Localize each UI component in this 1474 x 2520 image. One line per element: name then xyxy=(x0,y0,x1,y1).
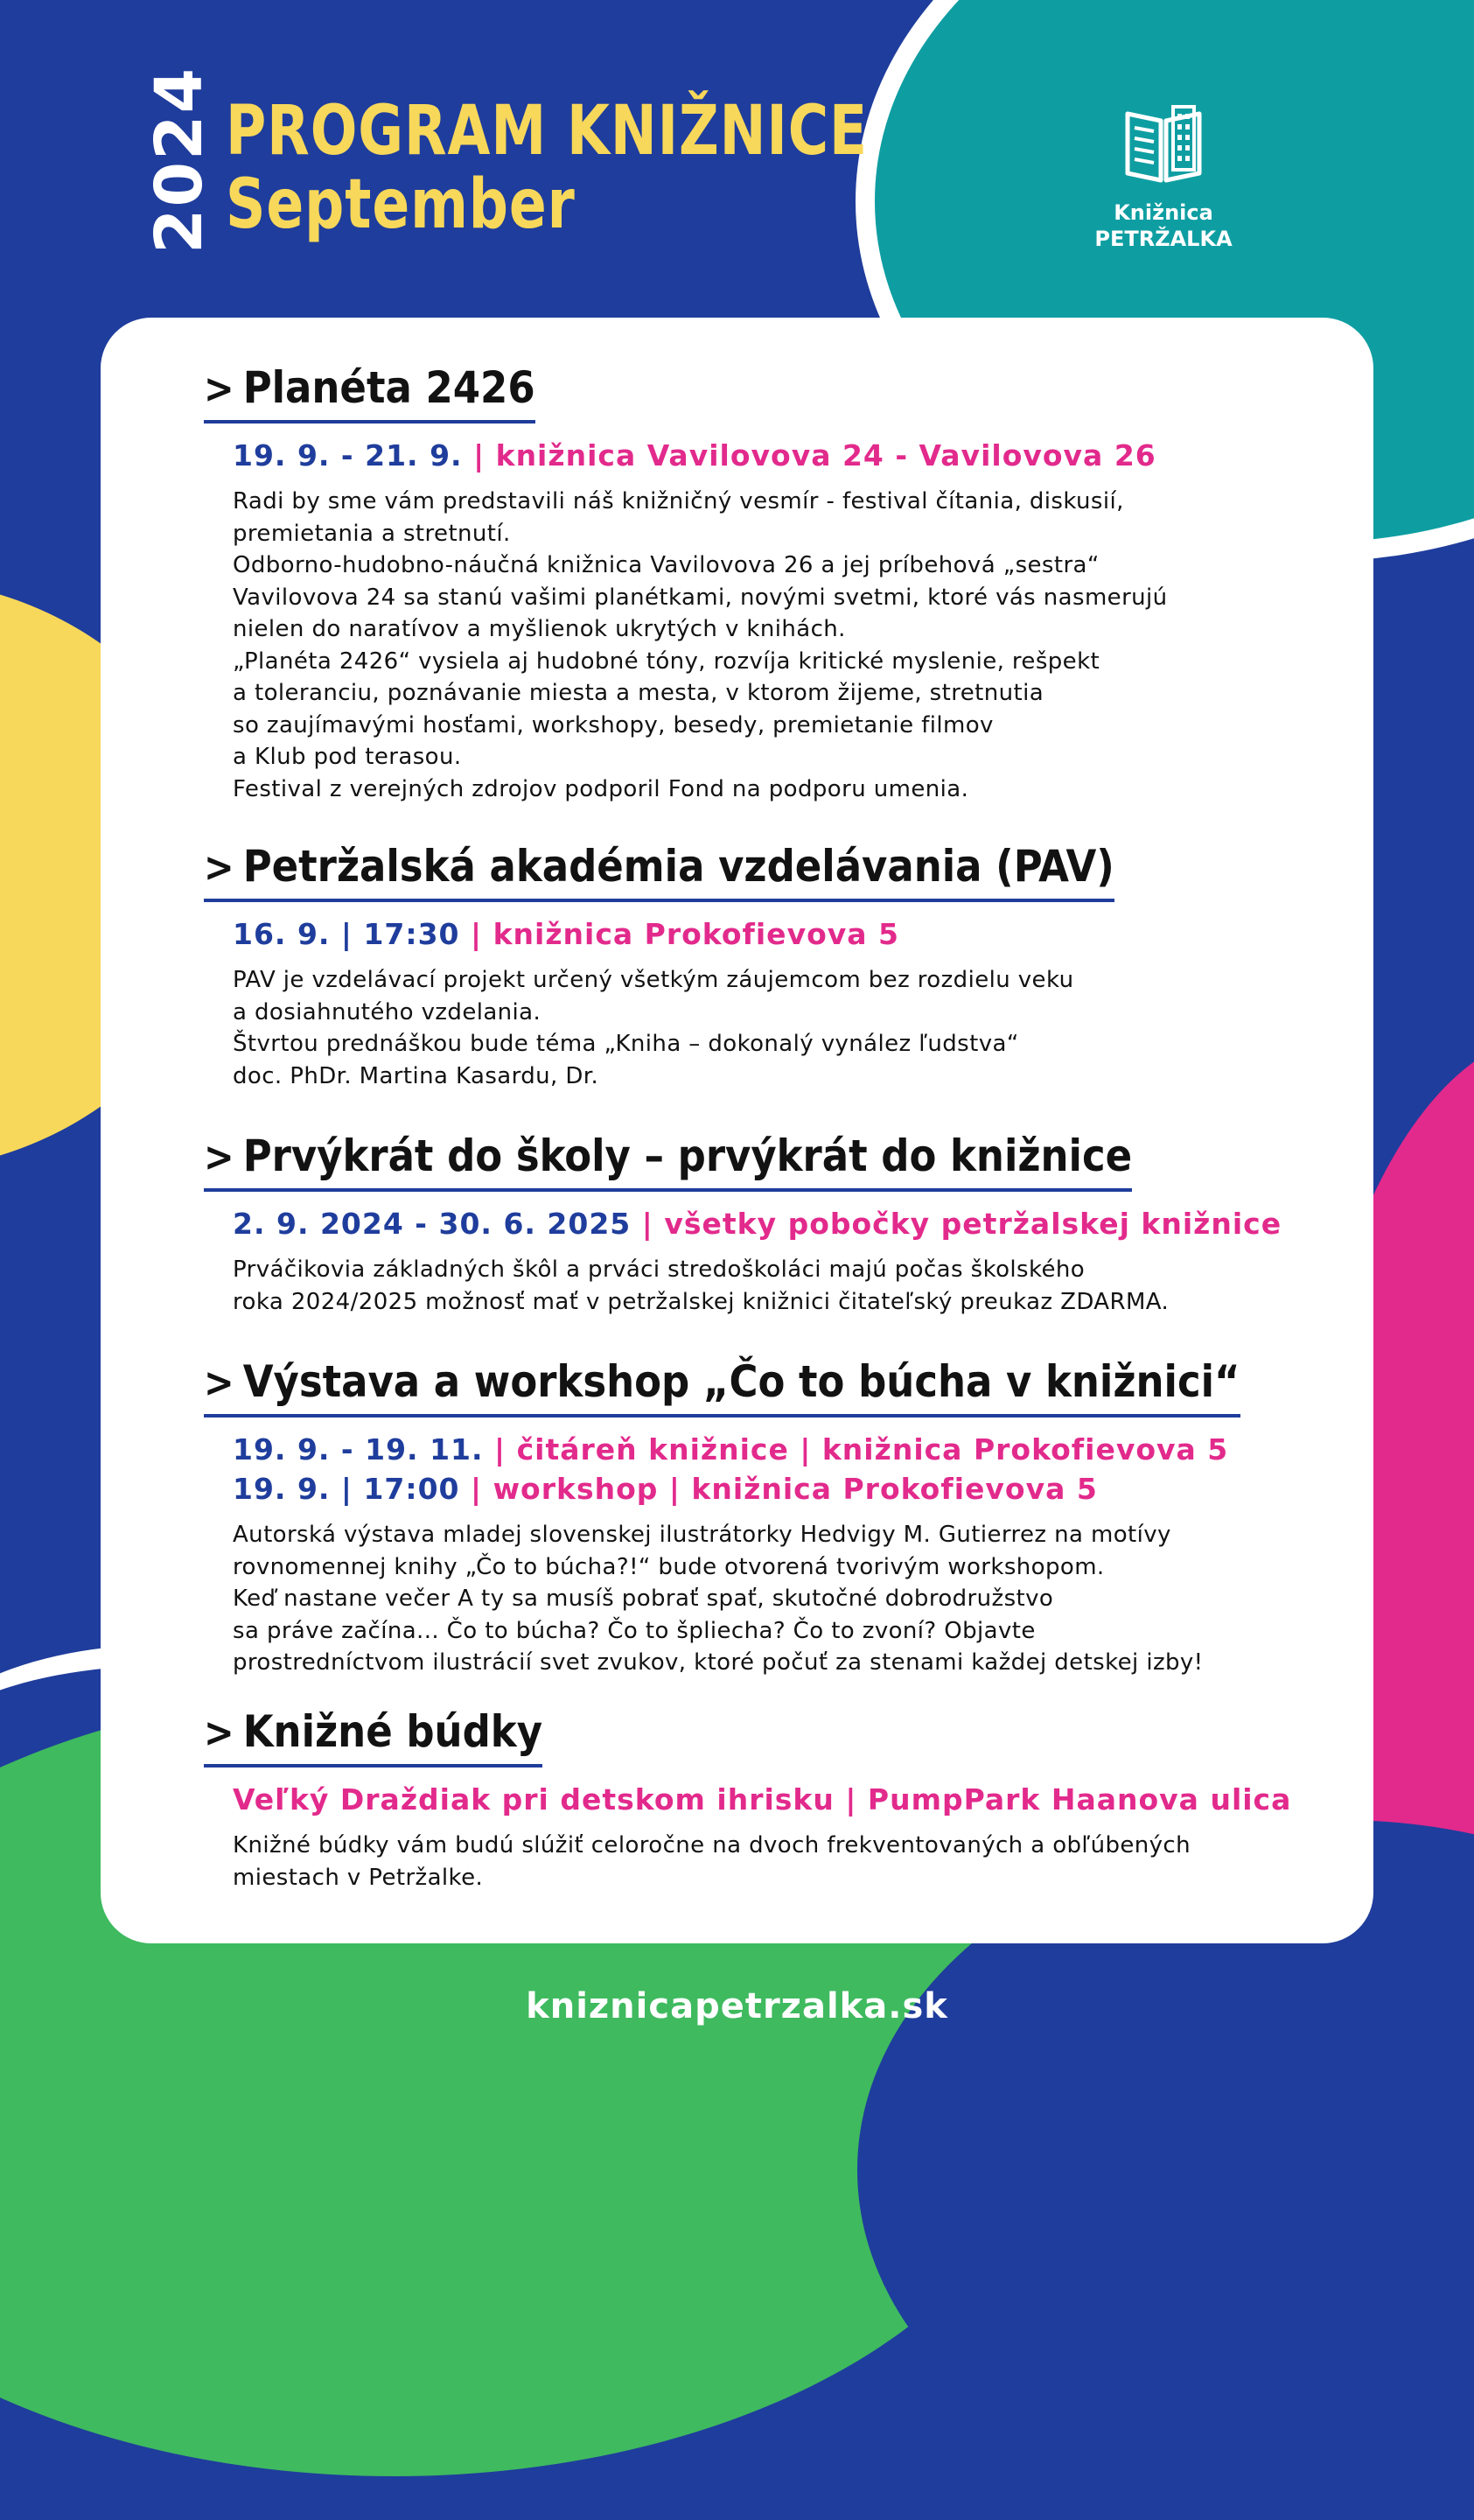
event-place: | knižnica Prokofievova 5 xyxy=(471,917,899,951)
description-line: a toleranciu, poznávanie miesta a mesta, v ktorom žijeme, stretnutia xyxy=(233,680,1044,706)
event-place: | workshop | knižnica Prokofievova 5 xyxy=(471,1472,1098,1506)
description-line: Štvrtou prednáškou bude téma „Kniha – dokonalý vynález ľudstva“ xyxy=(233,1031,1019,1057)
description-line: Radi by sme vám predstavili náš knižničný vesmír - festival čítania, diskusií, xyxy=(233,488,1124,514)
description-line: sa práve začína... Čo to búcha? Čo to špliecha? Čo to zvoní? Objavte xyxy=(233,1617,1036,1644)
chevron-right-icon: > xyxy=(204,1709,234,1756)
event-date: 19. 9. | 17:00 xyxy=(233,1472,460,1506)
page-title xyxy=(226,94,868,242)
section-title: Prvýkrát do školy – prvýkrát do knižnice xyxy=(242,1130,1133,1181)
logo-line-1: Knižnica xyxy=(1114,200,1213,225)
title-line-2: September xyxy=(226,165,576,244)
section-title: Knižné búdky xyxy=(242,1706,543,1757)
section-budky xyxy=(101,1705,1373,1894)
description-line: PAV je vzdelávací projekt určený všetkým záujemcom bez rozdielu veku xyxy=(233,967,1074,993)
description-line: so zaujímavými hosťami, workshopy, besedy, premietanie filmov xyxy=(233,711,994,738)
section-title: Výstava a workshop „Čo to búcha v knižnici“ xyxy=(242,1356,1240,1407)
chevron-right-icon: > xyxy=(204,1133,234,1180)
event-description xyxy=(233,1254,1373,1318)
description-line: Autorská výstava mladej slovenskej ilustrátorky Hedvigy M. Gutierrez na motívy xyxy=(233,1522,1171,1548)
section-title: Petržalská akadémia vzdelávania (PAV) xyxy=(242,841,1114,892)
description-line: Festival z verejných zdrojov podporil Fond na podporu umenia. xyxy=(233,775,969,802)
description-line: a Klub pod terasou. xyxy=(233,744,462,770)
program-card xyxy=(101,318,1373,1943)
description-line: Prváčikovia základných škôl a prváci stredoškoláci majú počas školského xyxy=(233,1256,1086,1283)
section-planeta xyxy=(101,361,1373,805)
description-line: Knižné búdky vám budú slúžiť celoročne na dvoch frekventovaných a obľúbených xyxy=(233,1832,1191,1858)
description-line: Odborno-hudobno-náučná knižnica Vavilovova 26 a jej príbehová „sestra“ xyxy=(233,552,1100,578)
event-description xyxy=(233,1830,1373,1894)
event-description xyxy=(233,486,1373,805)
event-date: 19. 9. - 19. 11. xyxy=(233,1432,484,1466)
section-heading xyxy=(204,361,535,424)
event-meta xyxy=(233,1204,1373,1243)
event-meta xyxy=(233,914,1373,954)
library-logo[interactable] xyxy=(1076,103,1251,252)
description-line: „Planéta 2426“ vysiela aj hudobné tóny, rozvíja kritické myslenie, rešpekt xyxy=(233,648,1100,675)
event-meta xyxy=(233,1430,1373,1508)
description-line: Keď nastane večer A ty sa musíš pobrať spať, skutočné dobrodružstvo xyxy=(233,1586,1054,1612)
event-place: | knižnica Vavilovova 24 - Vavilovova 26 xyxy=(473,438,1156,472)
description-line: a dosiahnutého vzdelania. xyxy=(233,998,541,1026)
website-link[interactable]: kniznicapetrzalka.sk xyxy=(526,1986,948,2026)
description-line: Vavilovova 24 sa stanú vašimi planétkami, novými svetmi, ktoré vás nasmerujú xyxy=(233,584,1168,611)
book-icon xyxy=(1076,103,1251,184)
event-place: | čitáreň knižnice | knižnica Prokofievova 5 xyxy=(494,1432,1229,1466)
description-line: roka 2024/2025 možnosť mať v petržalskej knižnici čitateľský preukaz ZDARMA. xyxy=(233,1288,1170,1315)
section-heading xyxy=(204,1355,1240,1418)
event-date: 19. 9. - 21. 9. xyxy=(233,438,463,472)
section-heading xyxy=(204,1705,542,1768)
chevron-right-icon: > xyxy=(204,365,234,412)
section-pav xyxy=(101,840,1373,1092)
event-date: 16. 9. | 17:30 xyxy=(233,917,460,951)
description-line: nielen do naratívov a myšlienok ukrytých v knihách. xyxy=(233,616,846,642)
description-line: rovnomennej knihy „Čo to búcha?!“ bude otvorená tvorivým workshopom. xyxy=(233,1553,1105,1580)
chevron-right-icon: > xyxy=(204,844,234,891)
section-heading xyxy=(204,1130,1132,1192)
event-date: 2. 9. 2024 - 30. 6. 2025 xyxy=(233,1207,632,1241)
description-line: doc. PhDr. Martina Kasardu, Dr. xyxy=(233,1062,599,1089)
section-prvykrat xyxy=(101,1130,1373,1318)
section-title: Planéta 2426 xyxy=(242,362,535,413)
chevron-right-icon: > xyxy=(204,1359,234,1406)
event-description xyxy=(233,964,1373,1092)
event-place: Veľký Draždiak pri detskom ihrisku | PumpPark Haanova ulica xyxy=(233,1782,1292,1816)
event-place: | všetky pobočky petržalskej knižnice xyxy=(641,1207,1282,1241)
event-meta xyxy=(233,436,1373,475)
year-label: 2024 xyxy=(142,66,217,254)
title-line-1: PROGRAM KNIŽNICE xyxy=(226,92,869,171)
event-description xyxy=(233,1519,1373,1679)
logo-text xyxy=(1076,200,1251,252)
logo-line-2: PETRŽALKA xyxy=(1094,227,1233,251)
description-line: premietania a stretnutí. xyxy=(233,520,511,547)
description-line: prostredníctvom ilustrácií svet zvukov, ktoré počuť za stenami každej detskej izby! xyxy=(233,1649,1204,1676)
section-heading xyxy=(204,840,1114,902)
description-line: miestach v Petržalke. xyxy=(233,1864,484,1891)
section-vystava xyxy=(101,1355,1373,1679)
event-meta xyxy=(233,1780,1373,1819)
